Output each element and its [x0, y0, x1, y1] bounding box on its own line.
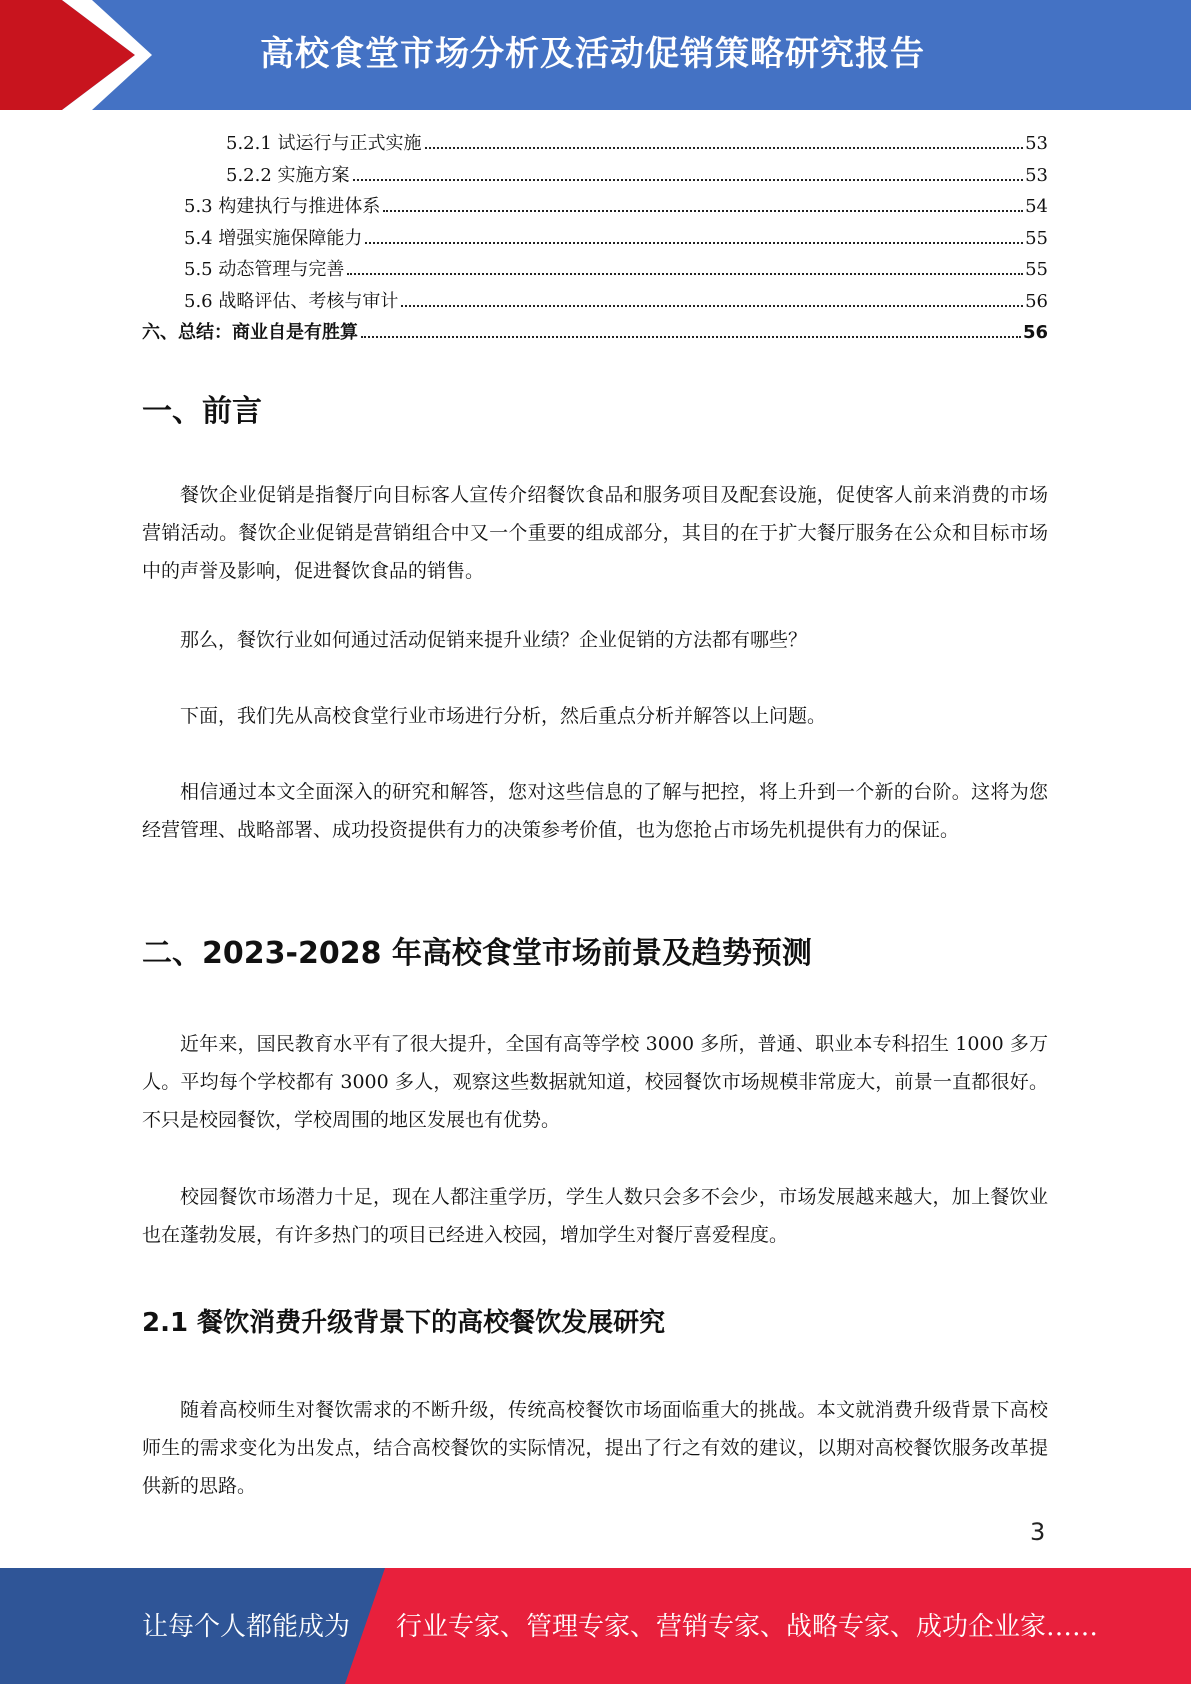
toc-entry[interactable] [142, 128, 1048, 160]
page-footer [0, 1568, 1191, 1684]
footer-slogan-left: 让每个人都能成为 [142, 1612, 351, 1642]
toc-entry-page: 53 [1025, 133, 1048, 154]
toc-entry-page: 53 [1025, 164, 1048, 186]
paragraph: 餐饮企业促销是指餐厅向目标客人宣传介绍餐饮食品和服务项目及配套设施，促使客人前来消费的市场营销活动。餐饮企业促销是营销组合中又一个重要的组成部分，其目的在于扩大餐厅服务在公众和目标市场中的声誉及影响，促进餐饮食品的销售。 [142, 484, 1048, 582]
toc-entry[interactable] [142, 254, 1048, 286]
paragraph: 近年来，国民教育水平有了很大提升，全国有高等学校 3000 多所，普通、职业本专科招生 1000 多万人。平均每个学校都有 3000 多人，观察这些数据就知道，校园餐饮市场规模非常庞大，前景一直都很好。不只是校园餐饮，学校周围的地区发展也有优势。 [142, 1033, 1048, 1131]
toc-entry[interactable] [142, 317, 1048, 349]
paragraph: 相信通过本文全面深入的研究和解答，您对这些信息的了解与把控，将上升到一个新的台阶。这将为您经营管理、战略部署、成功投资提供有力的决策参考价值，也为您抢占市场先机提供有力的保证。 [142, 781, 1048, 841]
toc-entry-label: 5.3 构建执行与推进体系 [184, 196, 381, 217]
table-of-contents [142, 128, 1048, 349]
toc-entry-label: 六、总结：商业自是有胜算 [142, 322, 358, 343]
toc-entry-label: 5.4 增强实施保障能力 [184, 227, 363, 249]
toc-leader-dots [361, 336, 1021, 338]
toc-leader-dots [353, 179, 1024, 181]
paragraph: 随着高校师生对餐饮需求的不断升级，传统高校餐饮市场面临重大的挑战。本文就消费升级背景下高校师生的需求变化为出发点，结合高校餐饮的实际情况，提出了行之有效的建议，以期对高校餐饮服务改革提供新的思路。 [142, 1399, 1048, 1497]
toc-entry-label: 5.2.2 实施方案 [226, 164, 350, 186]
toc-entry[interactable] [142, 223, 1048, 255]
subsection-heading: 2.1 餐饮消费升级背景下的高校餐饮发展研究 [142, 1308, 666, 1338]
toc-entry-page: 55 [1025, 259, 1048, 280]
toc-leader-dots [365, 242, 1023, 244]
page-header [0, 0, 1191, 110]
header-arrow-graphic [0, 0, 160, 110]
toc-entry-label: 5.2.1 试运行与正式实施 [226, 133, 422, 154]
toc-entry-label: 5.6 战略评估、考核与审计 [184, 290, 399, 312]
toc-entry[interactable] [142, 160, 1048, 192]
toc-leader-dots [425, 147, 1024, 149]
toc-leader-dots [401, 305, 1023, 307]
toc-entry[interactable] [142, 286, 1048, 318]
footer-slogan-right: 行业专家、管理专家、营销专家、战略专家、成功企业家…… [396, 1612, 1099, 1642]
paragraph: 校园餐饮市场潜力十足，现在人都注重学历，学生人数只会多不会少，市场发展越来越大，加上餐饮业也在蓬勃发展，有许多热门的项目已经进入校园，增加学生对餐厅喜爱程度。 [142, 1186, 1048, 1246]
section-heading-forecast: 二、2023-2028 年高校食堂市场前景及趋势预测 [142, 936, 812, 971]
toc-entry-label: 5.5 动态管理与完善 [184, 259, 345, 280]
page-number: 3 [1030, 1518, 1046, 1546]
toc-leader-dots [383, 210, 1023, 212]
section-heading-intro: 一、前言 [142, 394, 262, 429]
toc-entry-page: 56 [1025, 290, 1048, 312]
toc-leader-dots [347, 273, 1023, 275]
paragraph: 下面，我们先从高校食堂行业市场进行分析，然后重点分析并解答以上问题。 [180, 705, 827, 727]
paragraph: 那么，餐饮行业如何通过活动促销来提升业绩？企业促销的方法都有哪些？ [180, 629, 808, 651]
report-title: 高校食堂市场分析及活动促销策略研究报告 [260, 34, 925, 74]
toc-entry[interactable] [142, 191, 1048, 223]
toc-entry-page: 54 [1025, 196, 1048, 217]
toc-entry-page: 56 [1022, 322, 1048, 343]
toc-entry-page: 55 [1025, 227, 1048, 249]
